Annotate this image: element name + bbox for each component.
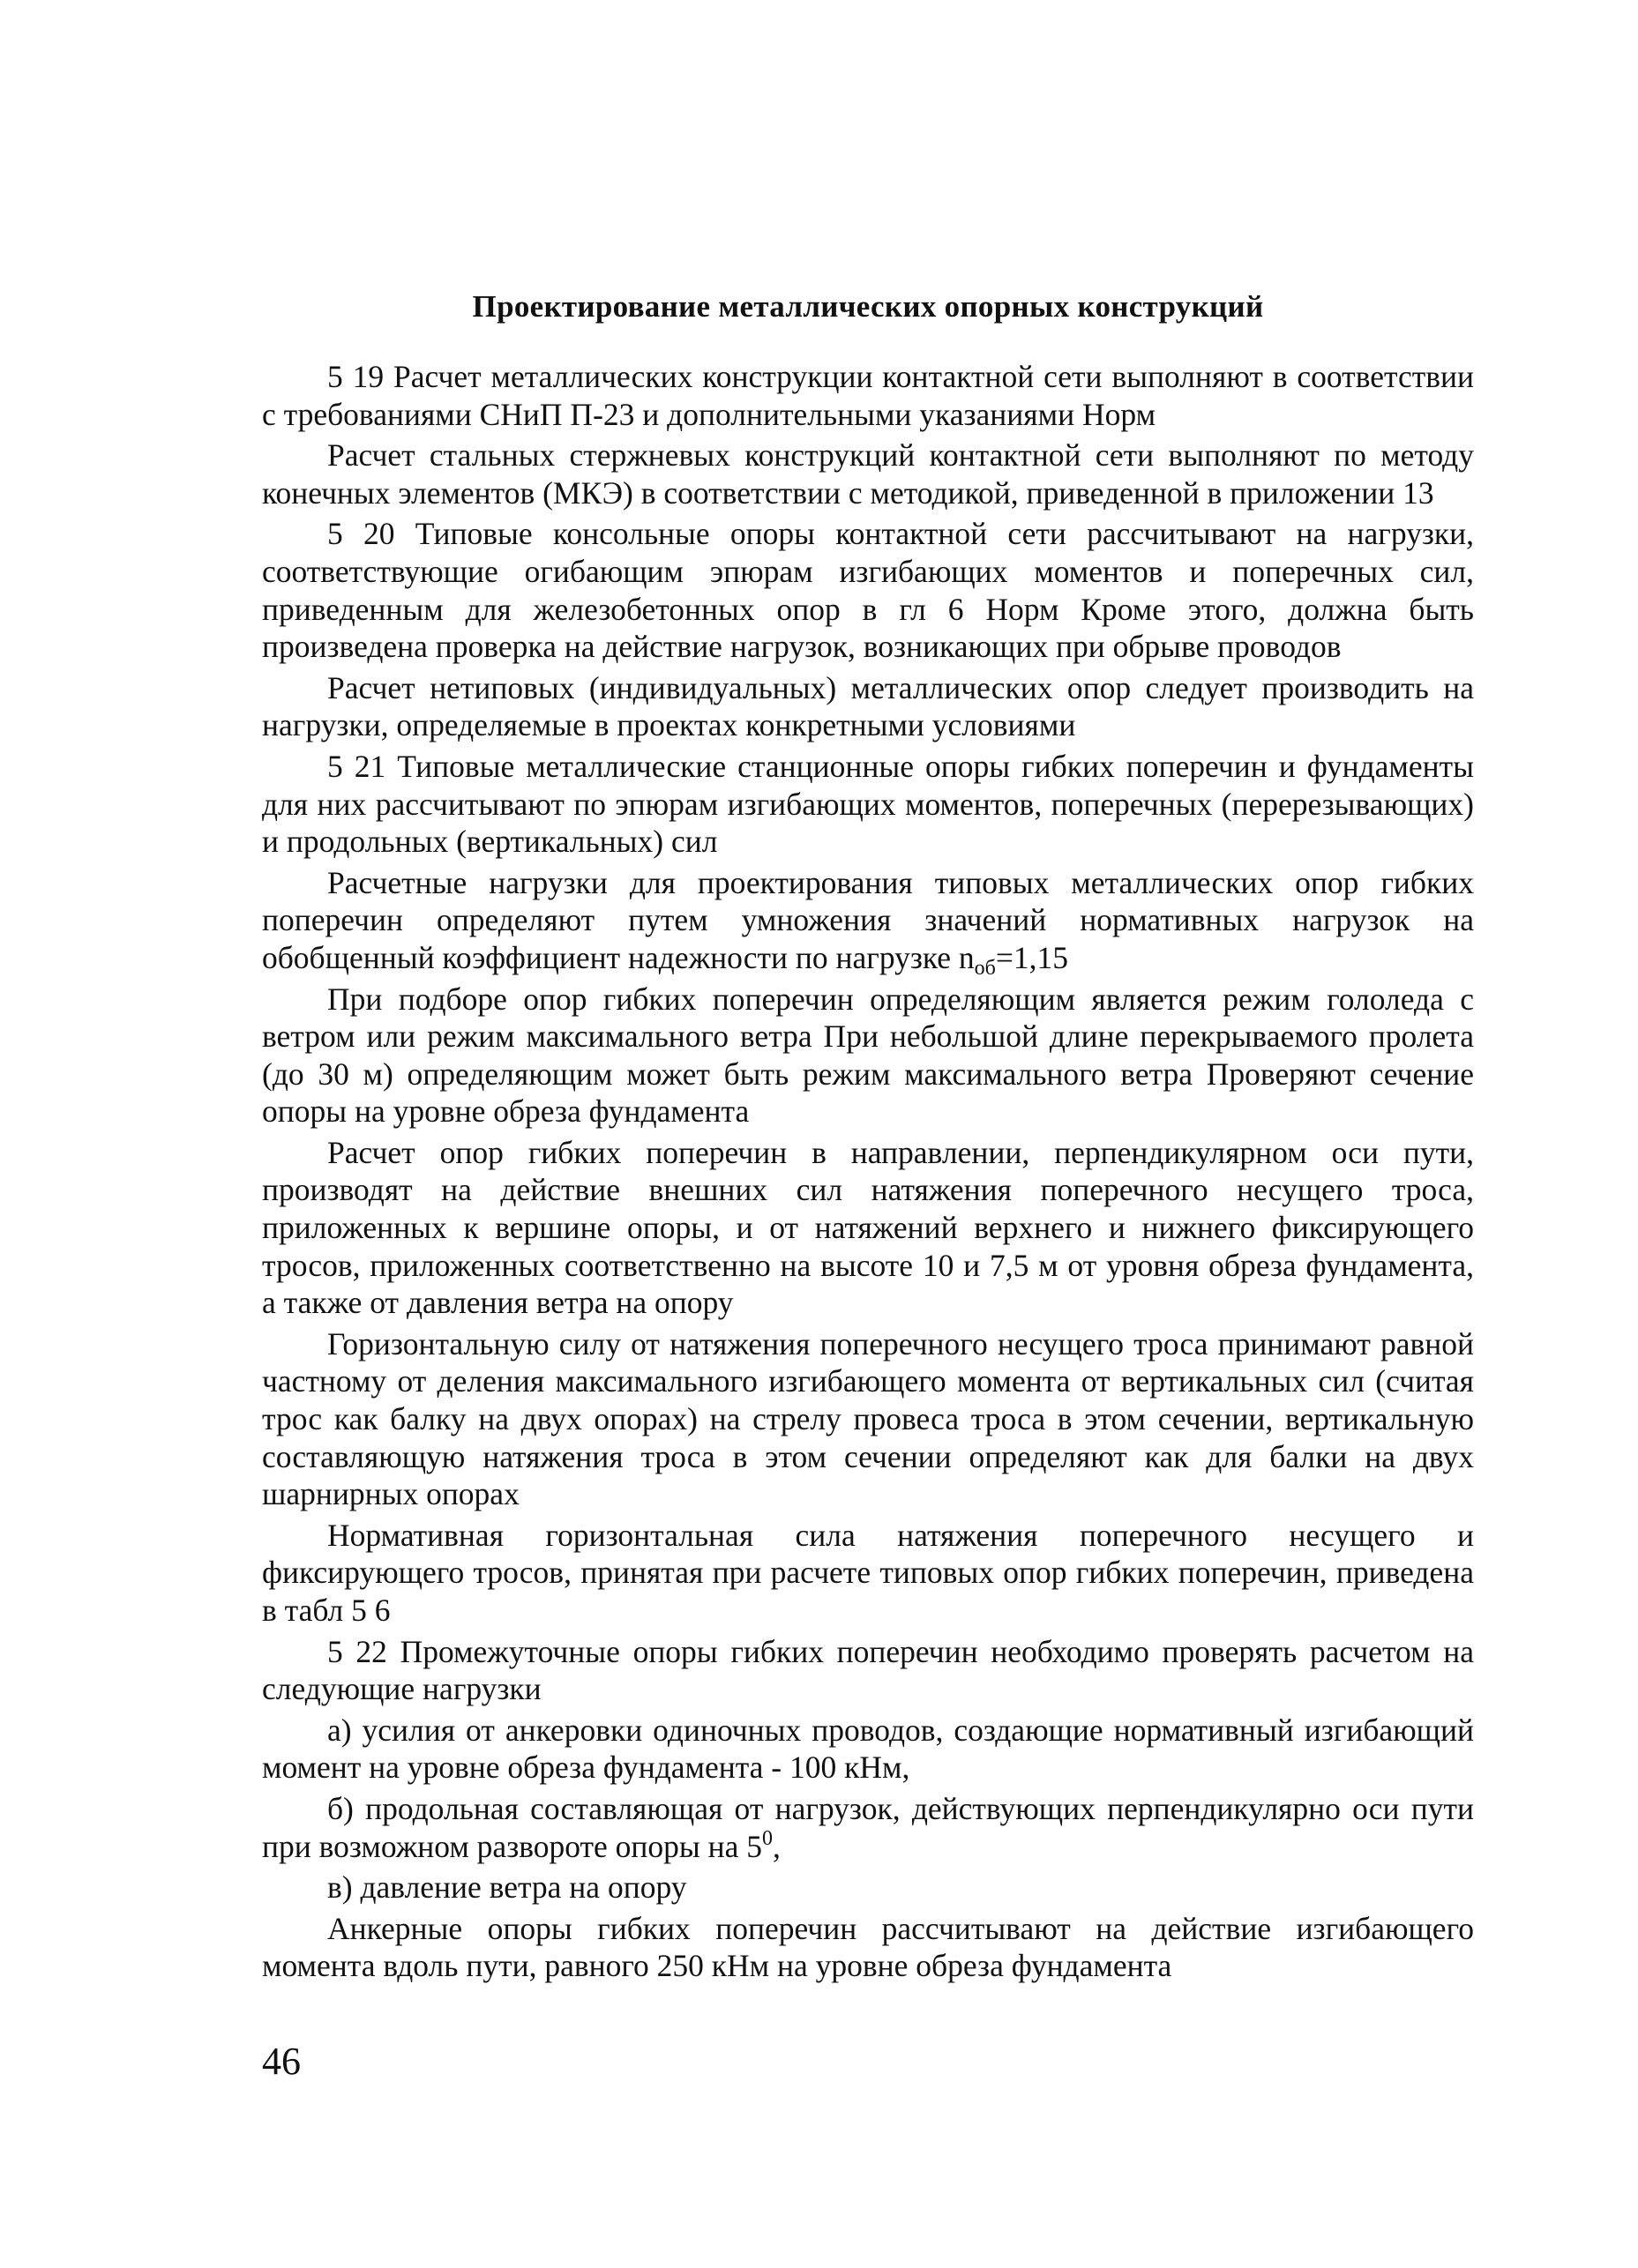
coefficient-value: =1,15 (995, 939, 1069, 975)
page-number: 46 (262, 2040, 301, 2083)
degree-superscript: 0 (762, 1826, 774, 1850)
paragraph-horizontal-force: Горизонтальную силу от натяжения поперечного несущего троса принимают равной частному от деления максимального изгибающего момента от вертикальных сил (считая трос как балку на двух опорах) на стрелу провеса троса в этом сечении, вертикальную составляющую натяжения троса в этом сечении определяют как для балки на двух шарнирных опорах (262, 1325, 1474, 1512)
body-text (262, 358, 1474, 1988)
list-item-v: в) давление ветра на опору (327, 1869, 687, 1906)
list-item-b (262, 1790, 1474, 1865)
paragraph-5-22: 5 22 Промежуточные опоры гибких поперечин необходимо проверять расчетом на следующие нагрузки (262, 1633, 1474, 1707)
paragraph-fem-method: Расчет стальных стержневых конструкций контактной сети выполняют по методу конечных элементов (МКЭ) в соответствии с методикой, приведенной в приложении 13 (262, 437, 1474, 511)
section-title: Проектирование металлических опорных конструкций (472, 289, 1264, 324)
rotation-text: б) продольная составляющая от нагрузок, действующих перпендикулярно оси пути при возможном развороте опоры на 5 (262, 1790, 1474, 1864)
paragraph-design-loads (262, 864, 1474, 980)
paragraph-5-21: 5 21 Типовые металлические станционные опоры гибких поперечин и фундаменты для них рассчитывают по эпюрам изгибающих моментов, поперечных (перерезывающих) и продольных (вертикальных) сил (262, 748, 1474, 860)
paragraph-perpendicular-calc: Расчет опор гибких поперечин в направлении, перпендикулярном оси пути, производят на действие внешних сил натяжения поперечного несущего троса, приложенных к вершине опоры, и от натяжений верхнего и нижнего фиксирующего тросов, приложенных соответственно на высоте 10 и 7,5 м от уровня обреза фундамента, а также от давления ветра на опору (262, 1134, 1474, 1321)
coefficient-subscript: об (974, 956, 996, 980)
paragraph-selection-mode: При подборе опор гибких поперечин определяющим является режим гололеда с ветром или режим максимального ветра При небольшой длине перекрываемого пролета (до 30 м) определяющим может быть режим максимального ветра Проверяют сечение опоры на уровне обреза фундамента (262, 981, 1474, 1130)
document-page (262, 0, 1474, 2268)
paragraph-nonstandard-supports: Расчет нетиповых (индивидуальных) металлических опор следует производить на нагрузки, определяемые в проектах конкретными условиями (262, 669, 1474, 743)
rotation-end: , (773, 1828, 781, 1864)
paragraph-anchor-supports: Анкерные опоры гибких поперечин рассчитывают на действие изгибающего момента вдоль пути, равного 250 кНм на уровне обреза фундамента (262, 1910, 1474, 1984)
paragraph-5-20: 5 20 Типовые консольные опоры контактной сети рассчитывают на нагрузки, соответствующие огибающим эпюрам изгибающих моментов и поперечных сил, приведенным для железобетонных опор в гл 6 Норм Кроме этого, должна быть произведена проверка на действие нагрузок, возникающих при обрыве проводов (262, 516, 1474, 665)
paragraph-5-19: 5 19 Расчет металлических конструкции контактной сети выполняют в соответствии с требованиями СНиП П-23 и дополнительными указаниями Норм (262, 359, 1474, 432)
paragraph-normative-force: Нормативная горизонтальная сила натяжения поперечного несущего и фиксирующего тросов, принятая при расчете типовых опор гибких поперечин, приведена в табл 5 6 (262, 1517, 1474, 1628)
list-item-a: а) усилия от анкеровки одиночных проводов, создающие нормативный изгибающий момент на уровне обреза фундамента - 100 кНм, (262, 1712, 1474, 1786)
design-loads-text: Расчетные нагрузки для проектирования типовых металлических опор гибких поперечин определяют путем умножения значений нормативных нагрузок на обобщенный коэффициент надежности по нагрузке n (262, 864, 1474, 975)
